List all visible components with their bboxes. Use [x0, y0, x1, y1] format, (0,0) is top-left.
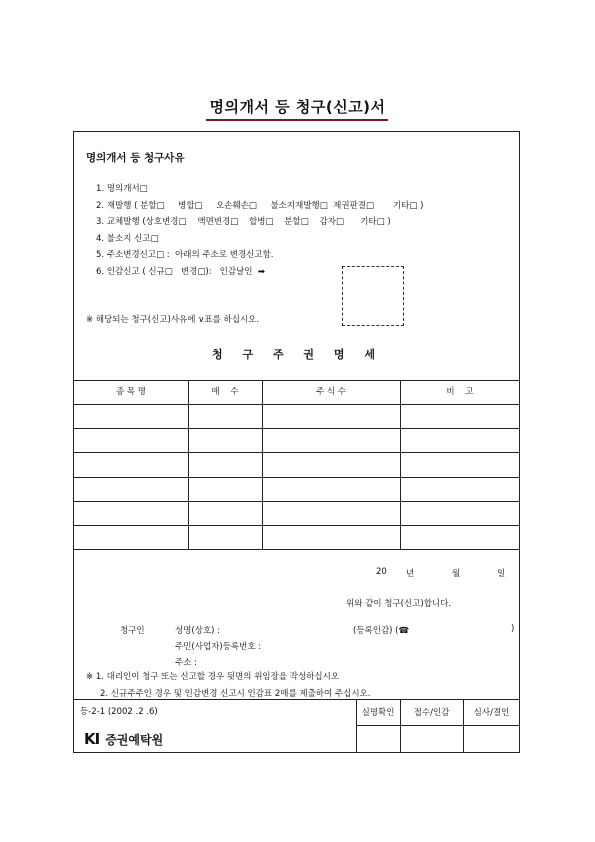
- col-divider: [188, 380, 189, 549]
- approval-box-label: 심사/결인: [473, 708, 510, 718]
- page-title: 명의개서 등 청구(신고)서: [209, 98, 386, 116]
- column-header: 종 목 명: [115, 387, 147, 397]
- date-month: 월: [452, 569, 461, 579]
- approval-box-label: 실명확인: [361, 708, 395, 718]
- reason-item: 6. 인감신고 ( 신규□ 변경□): 인감날인 ➡: [96, 267, 266, 277]
- logo: [84, 730, 163, 748]
- reason-item: 1. 명의개서□: [96, 184, 148, 194]
- reason-item: 4. 불소지 신고□: [96, 234, 159, 244]
- section-heading: 명의개서 등 청구사유: [86, 152, 185, 164]
- column-header: 비 고: [446, 387, 474, 397]
- footer-top-border: [74, 699, 519, 700]
- instruction-note: ※ 해당되는 청구(신고)사유에 ∨표를 하십시오.: [86, 315, 260, 325]
- table-row-border: [74, 501, 519, 502]
- col-divider: [262, 380, 263, 549]
- seal-label: (등록인감) (☎: [353, 626, 410, 636]
- column-header: 매 수: [211, 387, 239, 397]
- seal-box[interactable]: [342, 266, 404, 326]
- seal-close: ): [511, 624, 515, 634]
- id-label: 주민(사업자)등록번호 :: [175, 642, 262, 652]
- table-heading: 청 구 주 권 명 세: [212, 348, 383, 361]
- claimant-label: 청구인: [120, 626, 145, 636]
- form-code: 등-2-1 (2002 .2 .6): [80, 707, 158, 717]
- table-top-border: [74, 380, 519, 381]
- table-row-border: [74, 525, 519, 526]
- title-underline: [206, 119, 388, 121]
- name-label: 성명(상호) :: [175, 626, 221, 636]
- table-row-border: [74, 452, 519, 453]
- table-row-border: [74, 428, 519, 429]
- footnote: ※ 1. 대리인이 청구 또는 신고할 경우 뒷면의 위임장을 작성하십시오: [86, 672, 340, 682]
- reason-item: 5. 주소변경신고□ : 아래의 주소로 변경신고함.: [96, 250, 274, 260]
- address-label: 주소 :: [175, 658, 197, 668]
- col-divider: [400, 380, 401, 549]
- logo-text: 증권예탁원: [105, 732, 164, 747]
- column-header: 주 식 수: [315, 387, 347, 397]
- reason-item: 2. 재발행 ( 분할□ 병합□ 오손훼손□ 불소지재발행□ 제권판결□ 기타□ ): [96, 201, 424, 211]
- date-day: 일: [497, 569, 506, 579]
- date-prefix: 20: [376, 567, 387, 577]
- approval-box-label: 접수/인감: [413, 708, 450, 718]
- logo-mark: KI: [84, 730, 100, 748]
- statement: 위와 같이 청구(신고)합니다.: [346, 599, 452, 609]
- table-row-border: [74, 477, 519, 478]
- reason-item: 3. 교체발행 (상호변경□ 액면변경□ 합병□ 분할□ 감자□ 기타□ ): [96, 217, 391, 227]
- date-year: 년: [406, 569, 415, 579]
- table-header-border: [74, 404, 519, 405]
- footnote: 2. 신규주주인 경우 및 인감변경 신고시 인감표 2매를 제출하여 주십시오.: [100, 689, 371, 699]
- table-bottom-border: [74, 549, 519, 550]
- footer-box-divider: [356, 725, 519, 726]
